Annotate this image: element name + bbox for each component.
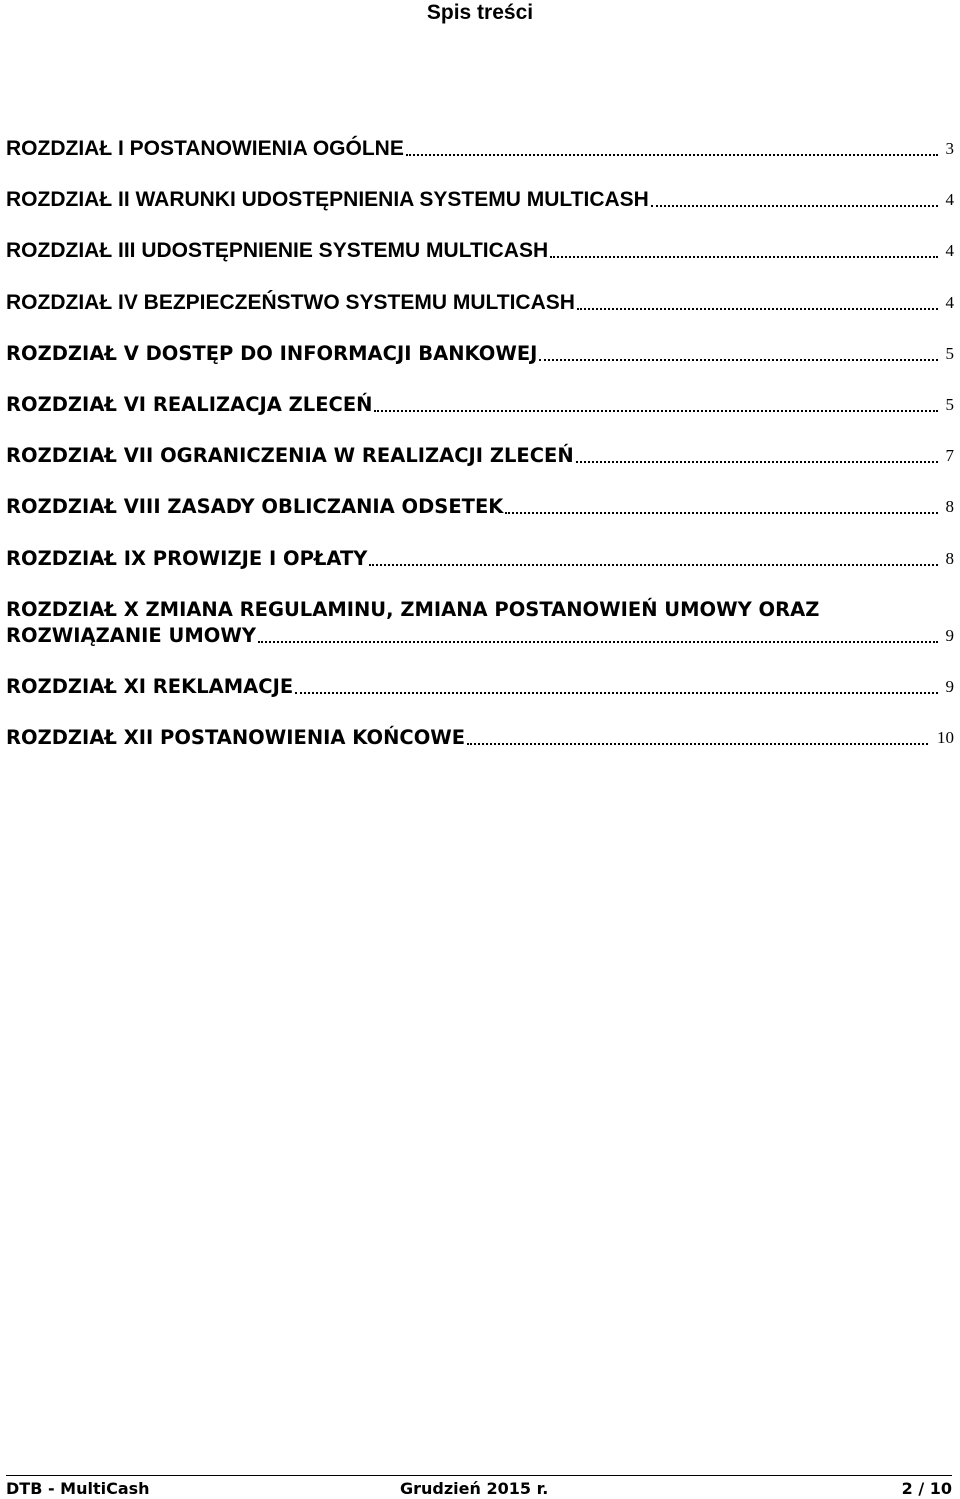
toc-entry-title-line-2: ROZWIĄZANIE UMOWY [6,623,256,647]
page-title: Spis treści [426,1,534,24]
toc-page-number: 7 [945,446,954,466]
page-footer [6,1478,952,1499]
toc-leader-dots [577,308,938,310]
footer-date: Grudzień 2015 r. [400,1479,549,1498]
toc-leader-dots [539,359,938,361]
toc-entry-chapter-12[interactable] [6,725,960,751]
toc-entry-title: ROZDZIAŁ VIII ZASADY OBLICZANIA ODSETEK [6,495,504,519]
footer-divider [6,1475,952,1476]
toc-entry-title-line-1: ROZDZIAŁ X ZMIANA REGULAMINU, ZMIANA POSTANOWIEŃ UMOWY ORAZ [6,597,820,621]
toc-entry-title: ROZDZIAŁ V DOSTĘP DO INFORMACJI BANKOWEJ [6,341,538,365]
toc-entry-chapter-5[interactable] [6,341,960,367]
toc-page-number: 4 [945,190,954,210]
table-of-contents [6,136,960,776]
toc-page-number: 9 [945,676,954,696]
toc-leader-dots [505,512,938,514]
toc-page-number: 8 [945,548,954,568]
toc-entry-chapter-4[interactable] [6,290,960,316]
toc-leader-dots [369,564,938,566]
toc-page-number: 3 [945,139,954,158]
toc-leader-dots [295,692,938,694]
toc-entry-title: ROZDZIAŁ IX PROWIZJE I OPŁATY [6,546,368,570]
toc-page-number: 9 [945,625,954,645]
toc-page-number: 5 [945,394,954,414]
toc-leader-dots [550,256,938,258]
toc-entry-title: ROZDZIAŁ III UDOSTĘPNIENIE SYSTEMU MULTICASH [6,239,549,263]
toc-leader-dots [576,461,938,463]
toc-entry-title: ROZDZIAŁ XII POSTANOWIENIA KOŃCOWE [6,726,466,750]
footer-document-name: DTB - MultiCash [6,1479,150,1498]
toc-entry-chapter-7[interactable] [6,443,960,469]
toc-entry-chapter-6[interactable] [6,392,960,418]
toc-entry-title: ROZDZIAŁ XI REKLAMACJE [6,674,294,698]
toc-entry-title: ROZDZIAŁ IV BEZPIECZEŃSTWO SYSTEMU MULTICASH [6,290,575,314]
toc-leader-dots [258,641,938,643]
toc-page-number: 8 [945,497,954,517]
toc-entry-chapter-11[interactable] [6,674,960,700]
toc-leader-dots [467,743,928,745]
toc-entry-chapter-2[interactable] [6,187,960,213]
toc-entry-chapter-3[interactable] [6,238,960,264]
footer-page-number: 2 / 10 [901,1479,952,1498]
toc-page-number: 10 [937,728,954,748]
toc-leader-dots [406,154,938,156]
toc-entry-chapter-10[interactable] [6,597,960,649]
toc-leader-dots [651,205,938,207]
toc-leader-dots [374,410,938,412]
toc-entry-title: ROZDZIAŁ II WARUNKI UDOSTĘPNIENIA SYSTEMU MULTICASH [6,188,649,212]
toc-entry-title: ROZDZIAŁ I POSTANOWIENIA OGÓLNE [6,137,404,160]
toc-page-number: 4 [945,292,954,312]
toc-entry-chapter-8[interactable] [6,494,960,520]
toc-entry-chapter-1[interactable] [6,136,960,162]
toc-entry-title: ROZDZIAŁ VII OGRANICZENIA W REALIZACJI ZLECEŃ [6,444,574,468]
toc-entry-chapter-9[interactable] [6,546,960,572]
toc-page-number: 5 [945,343,954,363]
toc-entry-title: ROZDZIAŁ VI REALIZACJA ZLECEŃ [6,392,373,416]
toc-page-number: 4 [945,241,954,261]
